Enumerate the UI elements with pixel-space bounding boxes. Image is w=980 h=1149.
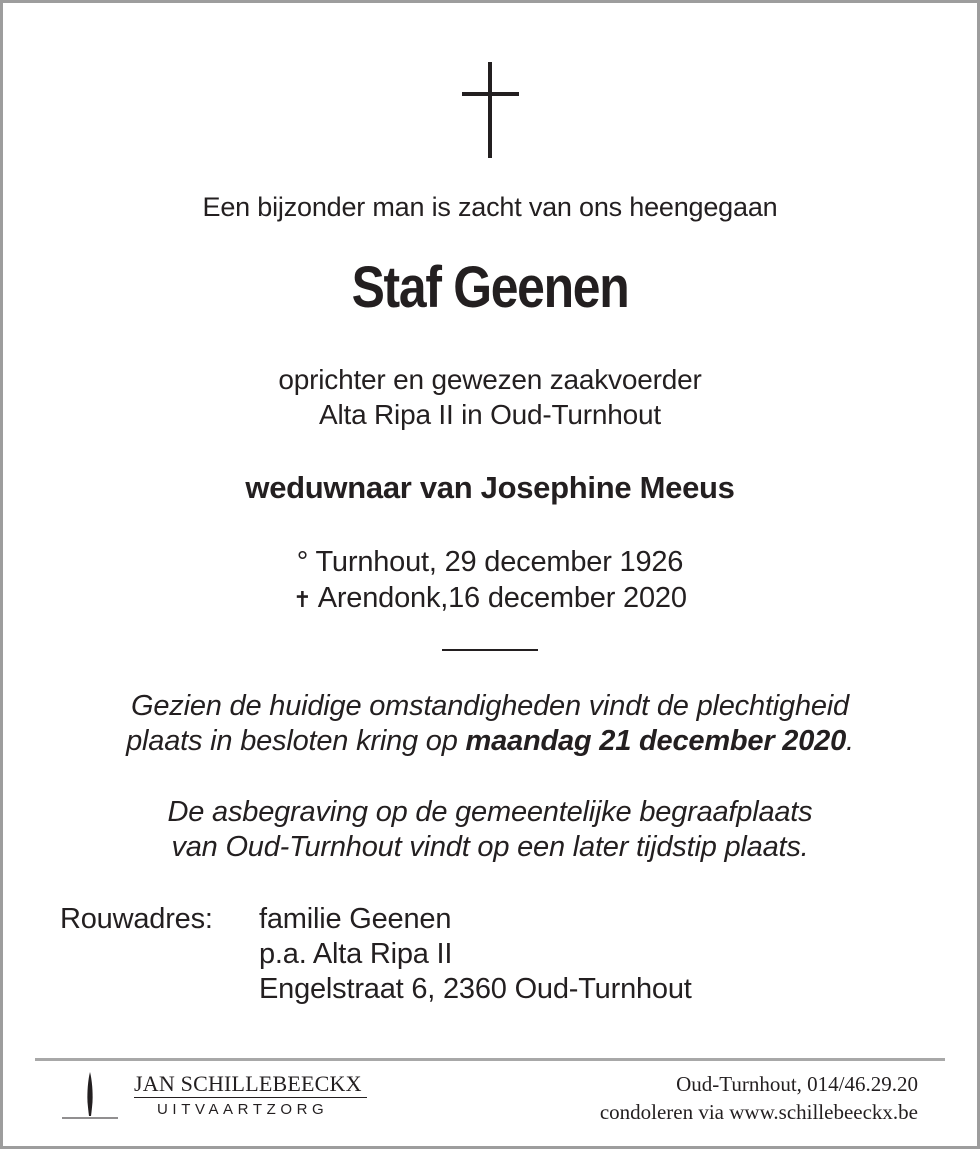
birth-text: Turnhout, 29 december 1926 [308,546,684,578]
footer-divider [35,1058,945,1061]
death-cross-icon: ✝ [293,588,312,613]
birth-line [0,546,980,579]
company-subtitle: UITVAARTZORG [157,1101,329,1118]
ceremony-line-1: Gezien de huidige omstandigheden vindt de plechtigheid [131,690,849,722]
ceremony-line-2 [0,725,980,758]
address-label: Rouwadres: [60,903,213,935]
company-name-underline [134,1097,367,1098]
deceased-name: Staf Geenen [351,255,629,320]
address-line: familie Geenen [259,903,452,935]
company-name: JAN SCHILLEBEECKX [134,1071,362,1096]
death-text: Arendonk,16 december 2020 [311,582,687,614]
intro-text: Een bijzonder man is zacht van ons heengegaan [202,192,778,222]
contact-phone: Oud-Turnhout, 014/46.29.20 [676,1072,918,1096]
death-line [0,582,980,615]
cross-icon [0,62,980,158]
role-line-1: oprichter en gewezen zaakvoerder [278,364,702,395]
role-line-2: Alta Ripa II in Oud-Turnhout [319,399,661,430]
ceremony-suffix: . [846,725,854,757]
address-line: Engelstraat 6, 2360 Oud-Turnhout [259,973,692,1005]
burial-line-1: De asbegraving op de gemeentelijke begraafplaats [167,796,813,828]
address-line: p.a. Alta Ripa II [259,938,453,970]
burial-line-2: van Oud-Turnhout vindt op een later tijdstip plaats. [171,831,809,863]
widower-line: weduwnaar van Josephine Meeus [245,470,735,505]
ceremony-prefix: plaats in besloten kring op [126,725,466,757]
birth-symbol: ° [296,546,309,578]
cypress-tree-icon [62,1070,118,1120]
ceremony-date: maandag 21 december 2020 [465,725,847,757]
contact-website[interactable]: condoleren via www.schillebeeckx.be [599,1100,918,1124]
divider-line [442,649,538,651]
